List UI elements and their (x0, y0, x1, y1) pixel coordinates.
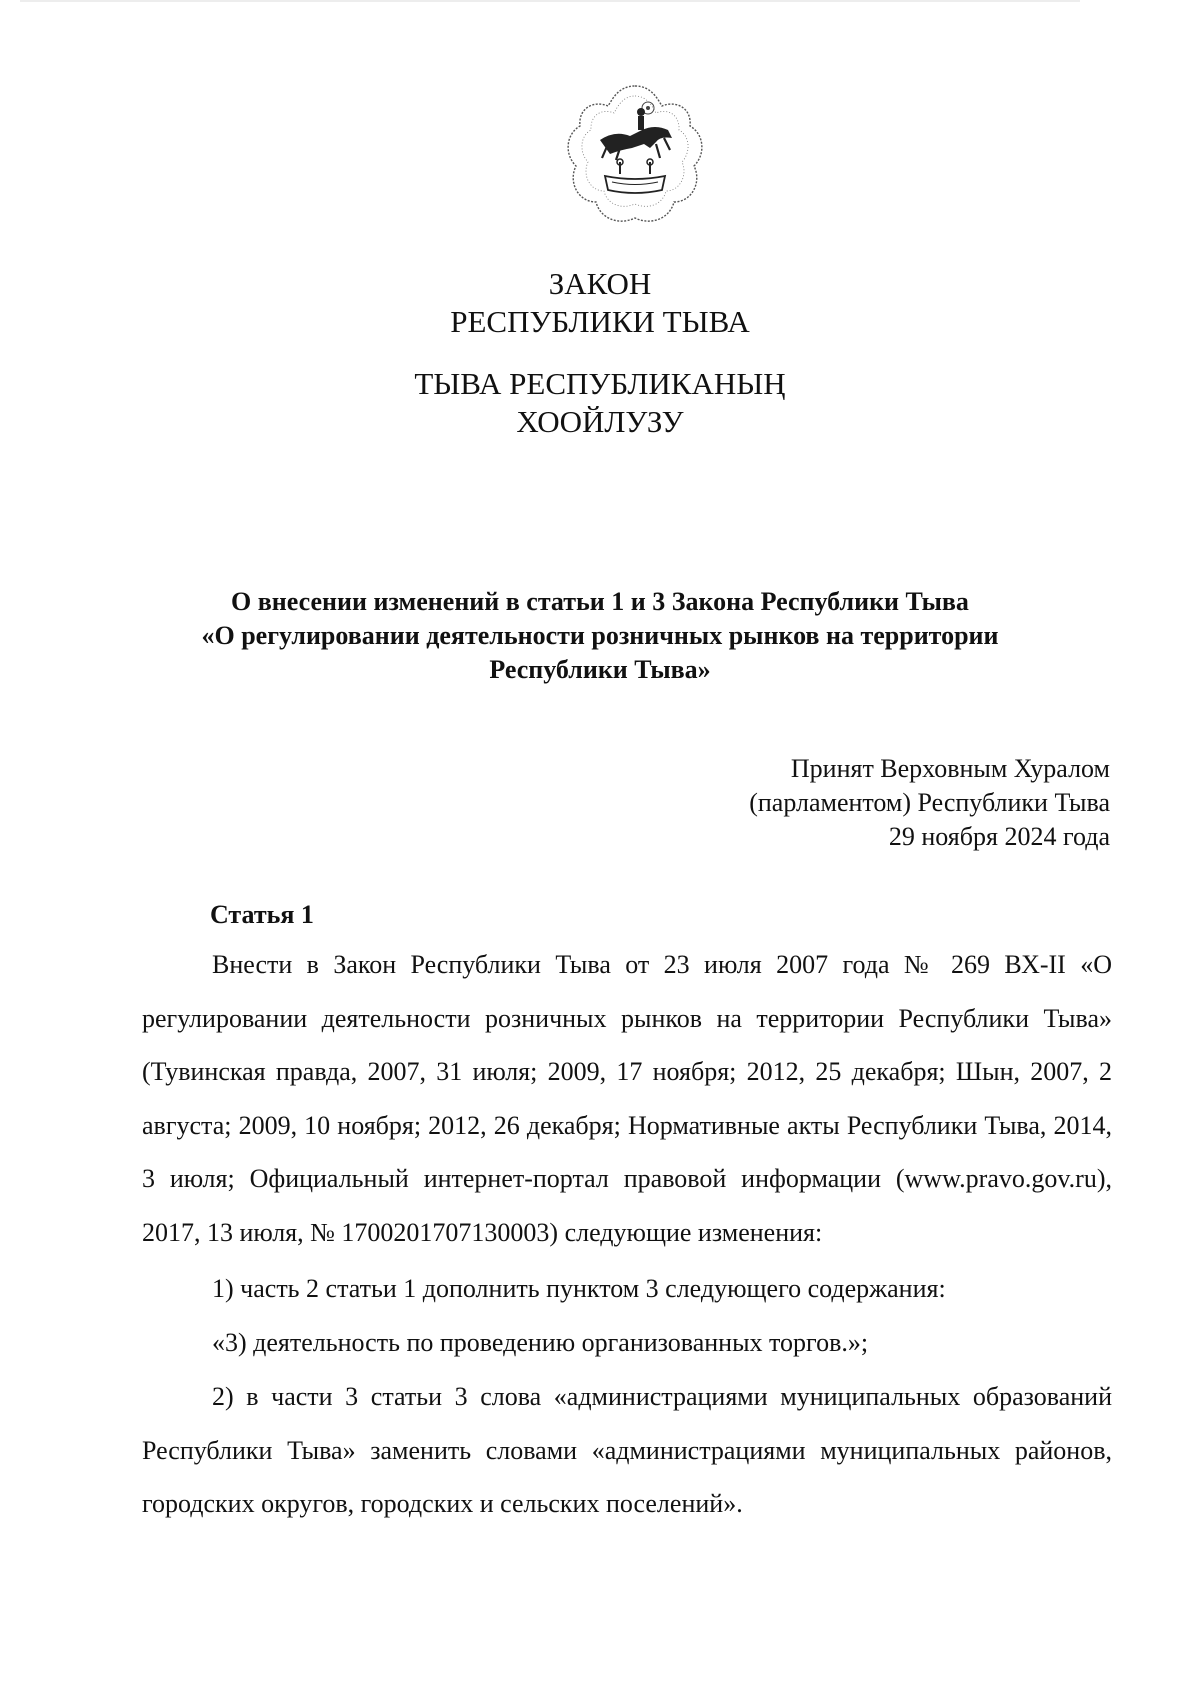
law-title-line: ЗАКОН (548, 266, 652, 301)
adoption-date: 29 ноября 2024 года (888, 822, 1110, 851)
adoption-line: Принят Верховным Хуралом (790, 754, 1110, 783)
law-title-tuvan (0, 365, 1200, 441)
heading-line: «О регулировании деятельности розничных рынков на территории (201, 621, 999, 650)
law-title-line: РЕСПУБЛИКИ ТЫВА (450, 304, 750, 339)
amendment-item-2-block (142, 1370, 1112, 1531)
article-title: Статья 1 (210, 900, 314, 929)
adoption-line: (парламентом) Республики Тыва (749, 788, 1110, 817)
article-intro-block (142, 938, 1112, 1259)
law-title-line: ХООЙЛУЗУ (516, 404, 684, 439)
amendment-item-1-quote-block (142, 1316, 1112, 1370)
heading-line: О внесении изменений в статьи 1 и 3 Закона Республики Тыва (231, 587, 969, 616)
scan-edge-line (20, 0, 1080, 2)
amendment-item-1: 1) часть 2 статьи 1 дополнить пунктом 3 следующего содержания: (212, 1274, 946, 1303)
law-title-line: ТЫВА РЕСПУБЛИКАНЫҢ (414, 366, 786, 401)
tuva-coat-of-arms-icon (560, 78, 710, 238)
law-title-russian (0, 265, 1200, 341)
amendment-item-2: 2) в части 3 статьи 3 слова «администрациями муниципальных образований Республики Тыва» заменить словами «администрациями муниципальных районов, городских округов, городских и сельских поселений». (142, 1382, 1112, 1518)
adoption-note (749, 752, 1110, 854)
amendment-item-1-block (142, 1262, 1112, 1316)
article-intro-paragraph: Внести в Закон Республики Тыва от 23 июля 2007 года № 269 ВХ-II «О регулировании деятельности розничных рынков на территории Республики Тыва» (Тувинская правда, 2007, 31 июля; 2009, 17 ноября; 2012, 25 декабря; Шын, 2007, 2 августа; 2009, 10 ноября; 2012, 26 декабря; Нормативные акты Республики Тыва, 2014, 3 июля; Официальный интернет-портал правовой информации (www.pravo.gov.ru), 2017, 13 июля, № 1700201707130003) следующие изменения: (142, 950, 1112, 1247)
law-heading (140, 585, 1060, 687)
amendment-item-1-quote: «3) деятельность по проведению организованных торгов.»; (212, 1328, 869, 1357)
heading-line: Республики Тыва» (489, 655, 711, 684)
